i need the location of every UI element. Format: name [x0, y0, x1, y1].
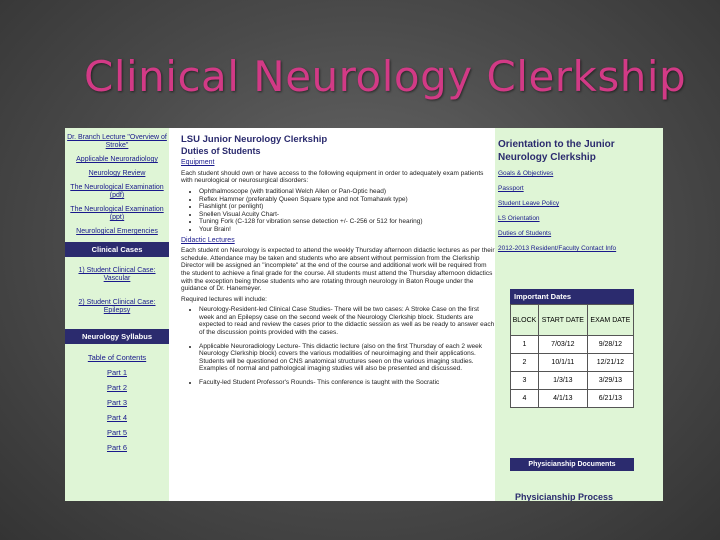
didactic-text: Each student on Neurology is expected to attend the weekly Thursday afternoon didactic lectures as per their schedule. Attendance may be taken and students who are absent without permission from the Clerkship Director will be assigned an "incomplete" at the end of the course and additional work will be required from the student to achieve a final grade for the course. All students must attend the Thursday afternoon didactics with the exception being those students who are rotating through neurology in Baton Rouge under the guidance of Dr. Hanemeyer. [181, 247, 495, 293]
page-title: LSU Junior Neurology Clerkship [181, 134, 328, 145]
table-cell: 3/29/13 [587, 372, 633, 390]
table-cell: 9/28/12 [587, 336, 633, 354]
link-neurology-review[interactable]: Neurology Review [88, 170, 146, 177]
left-sidebar [65, 128, 169, 501]
link-ls-orientation[interactable]: LS Orientation [498, 215, 540, 222]
link-part-4[interactable]: Part 4 [106, 413, 127, 422]
table-cell: 4/1/13 [538, 390, 587, 408]
link-neuroradiology[interactable]: Applicable Neuroradiology [76, 156, 158, 163]
left-top-links [65, 128, 169, 236]
link-case-vascular[interactable]: 1) Student Clinical Case: Vascular [78, 267, 156, 282]
clinical-cases-links [65, 261, 169, 315]
list-item: • Neurology-Resident-led Clinical Case Studies- There will be two cases: A Stroke Case on the first week and an Epilepsy case on the second week of the Neurology Clerkship block. Students are expected to read and review the cases prior to the didactic session as well as be ready to answer each of the discussion points provided with the cases. [199, 306, 495, 336]
page-subtitle: Duties of Students [181, 145, 261, 156]
main-content [177, 128, 495, 501]
table-row [511, 354, 634, 372]
table-cell: 2 [511, 354, 539, 372]
link-case-epilepsy[interactable]: 2) Student Clinical Case: Epilepsy [78, 299, 156, 314]
list-item: • Faculty-led Student Professor's Rounds- This conference is taught with the Socratic [199, 379, 495, 387]
link-contact-info[interactable]: 2012-2013 Resident/Faculty Contact Info [498, 245, 617, 252]
table-header: BLOCK [511, 305, 539, 336]
slide-title: Clinical Neurology Clerkship [84, 52, 687, 101]
list-item: • Tuning Fork (C-128 for vibration sense detection +/- C-256 or 512 for hearing) [199, 218, 495, 226]
list-item: • Snellen Visual Acuity Chart- [199, 211, 495, 219]
link-part-3[interactable]: Part 3 [106, 398, 127, 407]
link-part-2[interactable]: Part 2 [106, 383, 127, 392]
dates-table [510, 304, 634, 408]
syllabus-links [65, 348, 169, 452]
link-part-1[interactable]: Part 1 [106, 368, 127, 377]
table-cell: 10/1/11 [538, 354, 587, 372]
webpage-screenshot [65, 128, 663, 501]
table-cell: 4 [511, 390, 539, 408]
table-cell: 6/21/13 [587, 390, 633, 408]
physicianship-process-heading: Physicianship Process [515, 492, 614, 501]
table-cell: 12/21/12 [587, 354, 633, 372]
link-leave-policy[interactable]: Student Leave Policy [498, 200, 560, 207]
equipment-intro: Each student should own or have access to the following equipment in order to adequately exam patients with neurological or neurosurgical disorders: [181, 169, 484, 185]
syllabus-header: Neurology Syllabus [65, 329, 169, 344]
table-header: START DATE [538, 305, 587, 336]
table-row [511, 390, 634, 408]
link-neuro-emergencies[interactable]: Neurological Emergencies [76, 228, 158, 235]
clinical-cases-header: Clinical Cases [65, 242, 169, 257]
link-part-6[interactable]: Part 6 [106, 443, 127, 452]
equipment-list [191, 188, 495, 234]
table-cell: 1/3/13 [538, 372, 587, 390]
orientation-title: Orientation to the Junior Neurology Clerkship [498, 139, 615, 163]
important-dates-header: Important Dates [510, 289, 634, 304]
table-cell: 3 [511, 372, 539, 390]
required-list [191, 306, 495, 386]
link-table-of-contents[interactable]: Table of Contents [87, 353, 147, 362]
table-row [511, 372, 634, 390]
list-item: • Ophthalmoscope (with traditional Welch Allen or Pan-Optic head) [199, 188, 495, 196]
table-row [511, 336, 634, 354]
list-item: • Your Brain! [199, 226, 495, 234]
list-item: • Reflex Hammer (preferably Queen Square type and not Tomahawk type) [199, 196, 495, 204]
link-branch-lecture[interactable]: Dr. Branch Lecture "Overview of Stroke" [67, 134, 167, 149]
didactic-heading[interactable]: Didactic Lectures [181, 236, 235, 244]
table-cell: 1 [511, 336, 539, 354]
important-dates [510, 289, 634, 408]
table-header: EXAM DATE [587, 305, 633, 336]
link-neuro-exam-pdf[interactable]: The Neurological Examination (pdf) [70, 184, 164, 199]
link-neuro-exam-ppt[interactable]: The Neurological Examination (ppt) [70, 206, 164, 221]
equipment-heading[interactable]: Equipment [181, 159, 215, 167]
orientation-links [495, 170, 663, 252]
required-label: Required lectures will include: [181, 295, 267, 303]
link-part-5[interactable]: Part 5 [106, 428, 127, 437]
table-cell: 7/03/12 [538, 336, 587, 354]
link-duties[interactable]: Duties of Students [498, 230, 552, 237]
physicianship-documents-header: Physicianship Documents [510, 458, 634, 471]
right-sidebar [495, 128, 663, 501]
link-goals[interactable]: Goals & Objectives [498, 170, 554, 177]
list-item: • Flashlight (or penlight) [199, 203, 495, 211]
link-passport[interactable]: Passport [498, 185, 524, 192]
list-item: • Applicable Neuroradiology Lecture- This didactic lecture (also on the first Thursday of each 2 week Neurology Clerkship block) covers the various modalities of neuroimaging and their applications. Students will be questioned on CNS anatomical structures seen on the various imaging studies. Examples of normal and pathological imaging studies will also be presented and discussed. [199, 343, 495, 373]
